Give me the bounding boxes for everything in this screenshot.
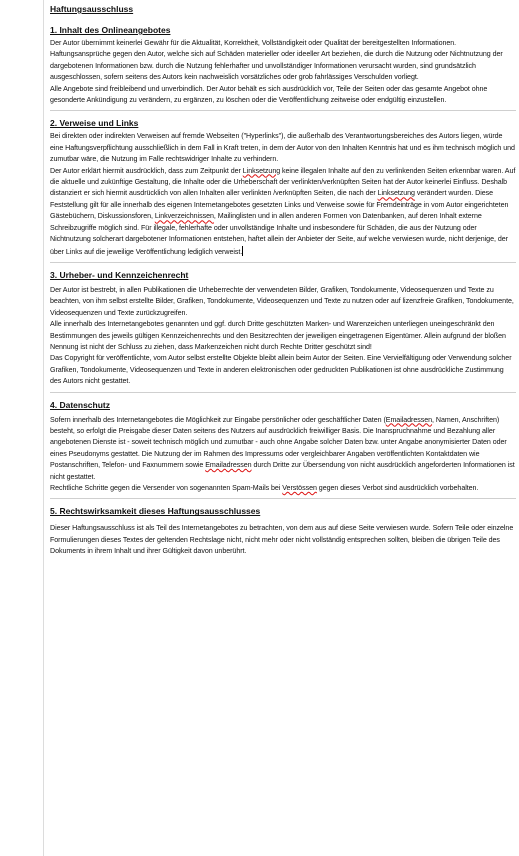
text-run: Rechtliche Schritte gegen die Versender von sogenannten Spam-Mails bei <box>50 484 283 492</box>
misspelled-word[interactable]: Linksetzung <box>377 189 415 198</box>
text-run: verändert wurden. Diese Feststellung gilt für alle innerhalb des eigenen Internetangebotes gesetzten Links und Verweise sowie für Fremdeinträge in vom Autor eingerichteten Gästebüchern, Diskussionsforen, <box>50 189 509 221</box>
text-cursor <box>242 246 243 256</box>
text-run: Der Autor erklärt hiermit ausdrücklich, dass zum Zeitpunkt der <box>50 166 243 175</box>
section-body-verweise[interactable] <box>50 131 516 257</box>
section-divider <box>50 110 516 111</box>
paragraph[interactable] <box>50 415 516 483</box>
text-run: durch Dritte zur Übersendung von nicht ausdrücklich angeforderten Informationen ist nicht gestattet. <box>50 461 515 481</box>
text-run: keine illegalen Inhalte auf den zu verlinkenden Seiten erkennbar waren. Auf die aktuelle und zukünftige Gestaltung, die Inhalte oder die Urheberschaft der verlinkten/verknüpften Seiten hat der Autor keinerlei Einfluss. Deshalb distanziert er sich hiermit ausdrücklich von allen Inhalten aller verlinkten /verknüpften Seiten, die nach der <box>50 166 516 198</box>
section-heading-urheberrecht[interactable]: 3. Urheber- und Kennzeichenrecht <box>50 269 189 280</box>
section-heading-verweise[interactable]: 2. Verweise und Links <box>50 118 139 129</box>
document-title[interactable]: Haftungsausschluss <box>50 4 134 14</box>
paragraph[interactable]: Das Copyright für veröffentlichte, vom Autor selbst erstellte Objekte bleibt allein beim Autor der Seiten. Eine Vervielfältigung oder Verwendung solcher Grafiken, Tondokumente, Videosequenzen und Texte in anderen elektronischen oder gedruckten Publikationen ist ohne ausdrückliche Zustimmung des Autors nicht gestattet. <box>50 354 512 386</box>
misspelled-word[interactable]: Emailadressen <box>385 415 433 424</box>
paragraph[interactable]: Der Autor ist bestrebt, in allen Publikationen die Urheberrechte der verwendeten Bilder, Grafiken, Tondokumente, Videosequenzen und Texte zu beachten, von ihm selbst erstellte Bilder, Grafiken, Tondokumente, Videosequenzen und Texte zu nutzen oder auf lizenzfreie Grafiken, Tondokumente, Videosequenzen und Texte zurückzugreifen. <box>50 285 514 317</box>
section-heading-datenschutz[interactable]: 4. Datenschutz <box>50 399 110 410</box>
misspelled-word[interactable]: Verstössen <box>282 484 317 492</box>
section-body-datenschutz[interactable] <box>50 415 516 495</box>
misspelled-word[interactable]: Linkverzeichnissen <box>154 212 214 221</box>
text-run: , Mailinglisten und in allen anderen Formen von Datenbanken, auf deren Inhalt externe Schreibzugriffe möglich sind. Für illegale, fehlerhafte oder unvollständige Inhalte und insbesondere für Schäden, die aus der Nutzung oder Nichtnutzung solcherart dargebotener Informationen entstehen, haftet allein der Anbieter der Seite, auf welche verwiesen wurde, nicht derjenige, der über Links auf die jeweilige Veröffentlichung lediglich verweist. <box>50 212 508 256</box>
section-divider <box>50 262 516 263</box>
section-body-inhalt[interactable] <box>50 38 516 106</box>
section-heading-rechtswirksamkeit[interactable]: 5. Rechtswirksamkeit dieses Haftungsausschlusses <box>50 506 261 517</box>
misspelled-word[interactable]: Linksetzung <box>242 166 281 175</box>
paragraph[interactable]: Bei direkten oder indirekten Verweisen auf fremde Webseiten ("Hyperlinks"), die außerhalb des Verantwortungsbereiches des Autors liegen, würde eine Haftungsverpflichtung ausschließlich in dem Fall in Kraft treten, in dem der Autor von den Inhalten Kenntnis hat und es ihm technisch möglich und zumutbar wäre, die Nutzung im Falle rechtswidriger Inhalte zu verhindern. <box>50 132 515 164</box>
paragraph[interactable]: Alle innerhalb des Internetangebotes genannten und ggf. durch Dritte geschützten Marken- und Warenzeichen unterliegen uneingeschränkt den Bestimmungen des jeweils gültigen Kennzeichenrechts und den Besitzrechten der jeweiligen eingetragenen Eigentümer. Allein aufgrund der bloßen Nennung ist nicht der Schluss zu ziehen, dass Markenzeichen nicht durch Rechte Dritter geschützt sind! <box>50 320 506 351</box>
section-divider <box>50 392 516 393</box>
text-run: gegen dieses Verbot sind ausdrücklich vorbehalten. <box>316 484 479 492</box>
misspelled-word[interactable]: Emailadressen <box>205 461 252 470</box>
paragraph[interactable]: Dieser Haftungsausschluss ist als Teil des Internetangebotes zu betrachten, von dem aus auf diese Seite verwiesen wurde. Sofern Teile oder einzelne Formulierungen dieses Textes der geltenden Rechtslage nicht, nicht mehr oder nicht vollständig entsprechen sollten, bleiben die übrigen Teile des Dokuments in ihrem Inhalt und ihrer Gültigkeit davon unberührt. <box>50 524 514 556</box>
section-divider <box>50 498 516 499</box>
paragraph[interactable] <box>50 483 516 494</box>
paragraph[interactable]: Alle Angebote sind freibleibend und unverbindlich. Der Autor behält es sich ausdrücklich vor, Teile der Seiten oder das gesamte Angebot ohne gesonderte Ankündigung zu verändern, zu ergänzen, zu löschen oder die Veröffentlichung zeitweise oder endgültig einzustellen. <box>50 84 488 105</box>
section-body-urheberrecht[interactable] <box>50 285 516 388</box>
text-run: Sofern innerhalb des Internetangebotes die Möglichkeit zur Eingabe persönlicher oder geschäftlicher Daten ( <box>50 415 386 424</box>
paragraph[interactable] <box>50 166 516 258</box>
paragraph[interactable]: Der Autor übernimmt keinerlei Gewähr für die Aktualität, Korrektheit, Vollständigkeit oder Qualität der bereitgestellten Informationen. Haftungsansprüche gegen den Autor, welche sich auf Schäden materieller oder ideeller Art beziehen, die durch die Nutzung oder Nichtnutzung der dargebotenen Informationen bzw. durch die Nutzung fehlerhafter und unvollständiger Informationen verursacht wurden, sind grundsätzlich ausgeschlossen, sofern seitens des Autors kein nachweislich vorsätzliches oder grob fahrlässiges Verschulden vorliegt. <box>50 39 503 82</box>
section-heading-inhalt[interactable]: 1. Inhalt des Onlineangebotes <box>50 25 171 35</box>
section-body-rechtswirksamkeit[interactable] <box>50 523 516 557</box>
text-run: , Namen, Anschriften) besteht, so erfolgt die Preisgabe dieser Daten seitens des Nutzers auf ausdrücklich freiwilliger Basis. Die Inanspruchnahme und Bezahlung aller angebotenen Dienste ist - soweit technisch möglich und zumutbar - auch ohne Angabe solcher Daten bzw. unter Angabe anonymisierter Daten oder eines Pseudonyms gestattet. Die Nutzung der im Rahmen des Impressums oder vergleichbarer Angaben veröffentlichten Kontaktdaten wie Postanschriften, Telefon- und Faxnummern sowie <box>50 415 507 470</box>
